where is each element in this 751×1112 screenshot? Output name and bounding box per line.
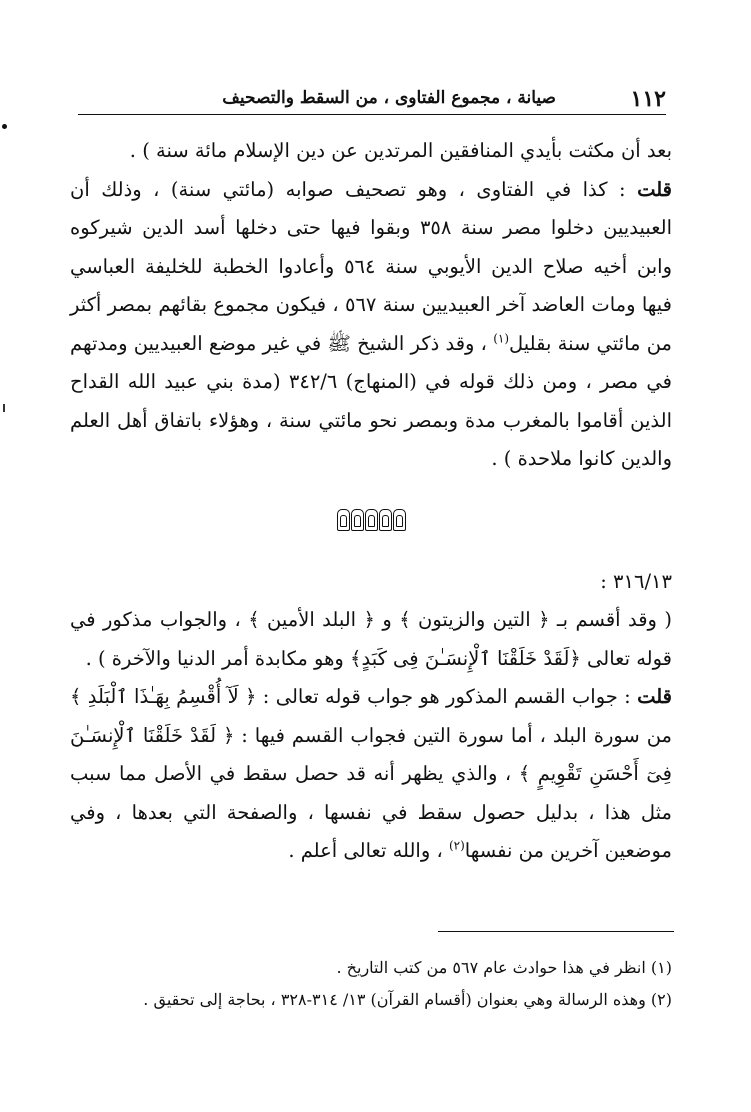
reference-text: ٣١٦/١٣ : (600, 569, 672, 593)
footnote: (٢) وهذه الرسالة وهي بعنوان (أقسام القرآن) ١٣/ ٣١٤-٣٢٨ ، بحاجة إلى تحقيق . (143, 990, 672, 1009)
paragraph-text: وهو مكابدة أمر الدنيا والآخرة ) . (85, 646, 351, 670)
ornament-icon (351, 509, 364, 531)
paragraph (70, 132, 672, 171)
section-ornament (70, 505, 672, 535)
footnote: (١) انظر في هذا حوادث عام ٥٦٧ من كتب التاريخ . (336, 958, 672, 977)
paragraph-text: ، والله تعالى أعلم . (288, 839, 449, 862)
scan-edge-mark (2, 124, 7, 129)
page-number: ١١٢ (630, 86, 666, 112)
paragraph-text: : جواب القسم المذكور هو جواب قوله تعالى : (256, 685, 638, 708)
footnote-ref: (١) (493, 331, 510, 345)
running-title: صيانة ، مجموع الفتاوى ، من السقط والتصحيف (222, 88, 556, 108)
quran-verse: ﴿ لَقَدْ خَلَقْنَا ٱلْإِنسَـٰنَ فِىٓ أَحْسَنِ تَقْوِيمٍ ﴾ (70, 723, 672, 785)
quran-verse: ﴿ لَآ أُقْسِمُ بِهَـٰذَا ٱلْبَلَدِ ﴾ (70, 685, 257, 708)
paragraph-text: من سورة البلد ، أما سورة التين فجواب القسم فيها : (234, 723, 672, 747)
lead-word: قلت (637, 177, 672, 201)
paragraph-text: بعد أن مكثت بأيدي المنافقين المرتدين عن دين الإسلام مائة سنة ) . (129, 139, 672, 162)
paragraph (70, 171, 672, 479)
paragraph-text: : كذا في الفتاوى ، وهو تصحيف صوابه (مائتي سنة) ، وذلك أن العبيديين دخلوا مصر سنة ٣٥٨ وبقوا فيها حتى دخلها أسد الدين شيركوه وابن أخيه صلاح الدين الأيوبي سنة ٥٦٤ وأعادوا الخطبة للخليفة العباسي فيها ومات العاضد آخر العبيديين سنة ٥٦٧ ، فيكون مجموع بقائهم بمصر أكثر من مائتي سنة بقليل (70, 177, 672, 355)
paragraph-text: ، وقد ذكر الشيخ ﷺ في غير موضع العبيديين ومدتهم في مصر ، ومن ذلك قوله في (المنهاج) ٣٤٢/٦ (مدة بني عبيد الله القداح الذين أقاموا بالمغرب مدة وبمصر نحو مائتي سنة ، وهؤلاء باتفاق أهل العلم والدين كانوا ملاحدة ) . (70, 331, 672, 470)
footnote-separator (438, 931, 674, 932)
paragraph-text: ( وقد أقسم بـ ﴿ التين والزيتون ﴾ و ﴿ البلد الأمين ﴾ ، والجواب مذكور في قوله تعالى (70, 608, 672, 670)
paragraph (70, 601, 672, 678)
footnotes (70, 952, 672, 1016)
ornament-icon (379, 509, 392, 531)
ornament-icon (393, 509, 406, 531)
ornament-icon (365, 509, 378, 531)
scan-edge-mark (3, 404, 5, 412)
footnote-ref: (٢) (448, 838, 465, 853)
page-body (70, 132, 672, 871)
page-header (78, 84, 666, 115)
paragraph-text: ، والذي يظهر أنه قد حصل سقط في الأصل مما سبب مثل هذا ، بدليل حصول سقط في نفسها ، والصفحة التي بعدها ، وفي موضعين آخرين من نفسها (70, 762, 672, 862)
quran-verse: ﴿لَقَدْ خَلَقْنَا ٱلْإِنسَـٰنَ فِى كَبَدٍ﴾ (350, 646, 581, 670)
ornament-icon (337, 509, 350, 531)
volume-page-reference (70, 563, 672, 602)
paragraph (70, 678, 672, 871)
lead-word: قلت (637, 685, 672, 708)
